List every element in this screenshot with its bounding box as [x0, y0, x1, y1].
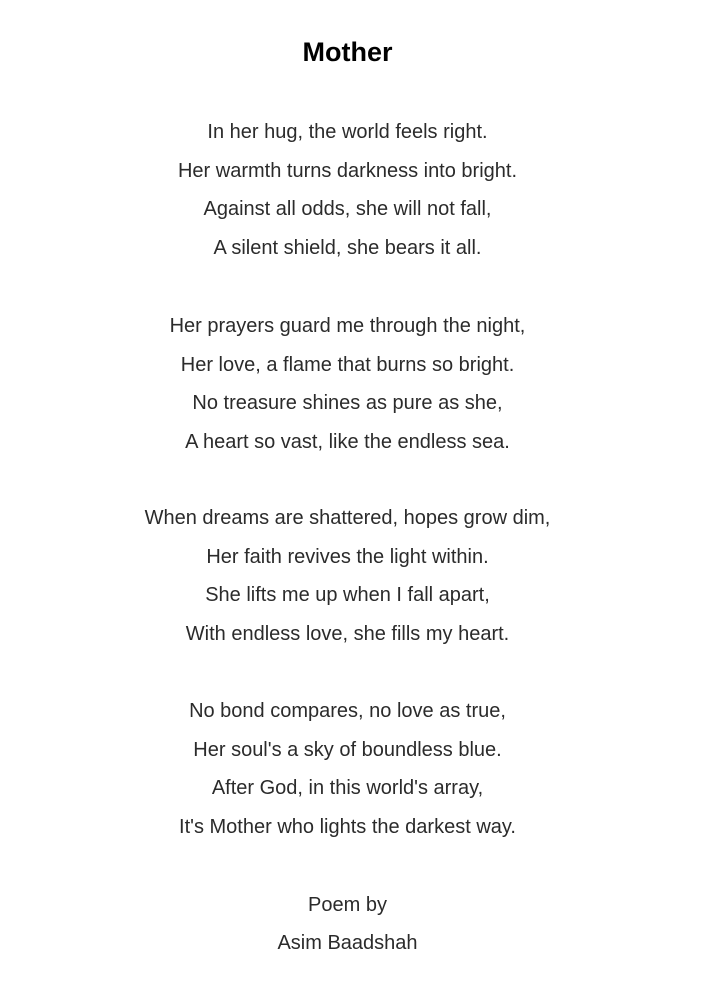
stanza-1 — [0, 113, 695, 267]
poem-line: Her soul's a sky of boundless blue. — [193, 738, 502, 761]
poem-line: With endless love, she fills my heart. — [185, 622, 510, 645]
stanza-2 — [0, 307, 695, 461]
credit-label: Poem by — [308, 894, 387, 916]
poem-line: Her love, a flame that burns so bright. — [180, 353, 515, 376]
poem-line: After God, in this world's array, — [211, 777, 484, 800]
poem-line: In her hug, the world feels right. — [207, 121, 488, 143]
poem-line: She lifts me up when I fall apart, — [205, 584, 490, 607]
credit-author: Asim Baadshah — [277, 932, 418, 954]
poem-line: When dreams are shattered, hopes grow dim, — [144, 507, 551, 529]
poem-line: It's Mother who lights the darkest way. — [179, 815, 516, 838]
poem-line: No treasure shines as pure as she, — [192, 392, 503, 415]
poem-line: Her prayers guard me through the night, — [169, 315, 526, 337]
poem-line: Against all odds, she will not fall, — [203, 198, 492, 221]
poem-line: No bond compares, no love as true, — [189, 700, 506, 722]
poem-line: Her warmth turns darkness into bright. — [177, 159, 518, 182]
poem-line: A heart so vast, like the endless sea. — [185, 430, 510, 453]
stanza-3 — [0, 499, 695, 653]
poem-line: A silent shield, she bears it all. — [213, 236, 482, 259]
stanza-4 — [0, 692, 695, 846]
poem-line: Her faith revives the light within. — [206, 545, 489, 568]
poem-credit — [0, 886, 695, 962]
poem-title: Mother — [302, 37, 393, 67]
